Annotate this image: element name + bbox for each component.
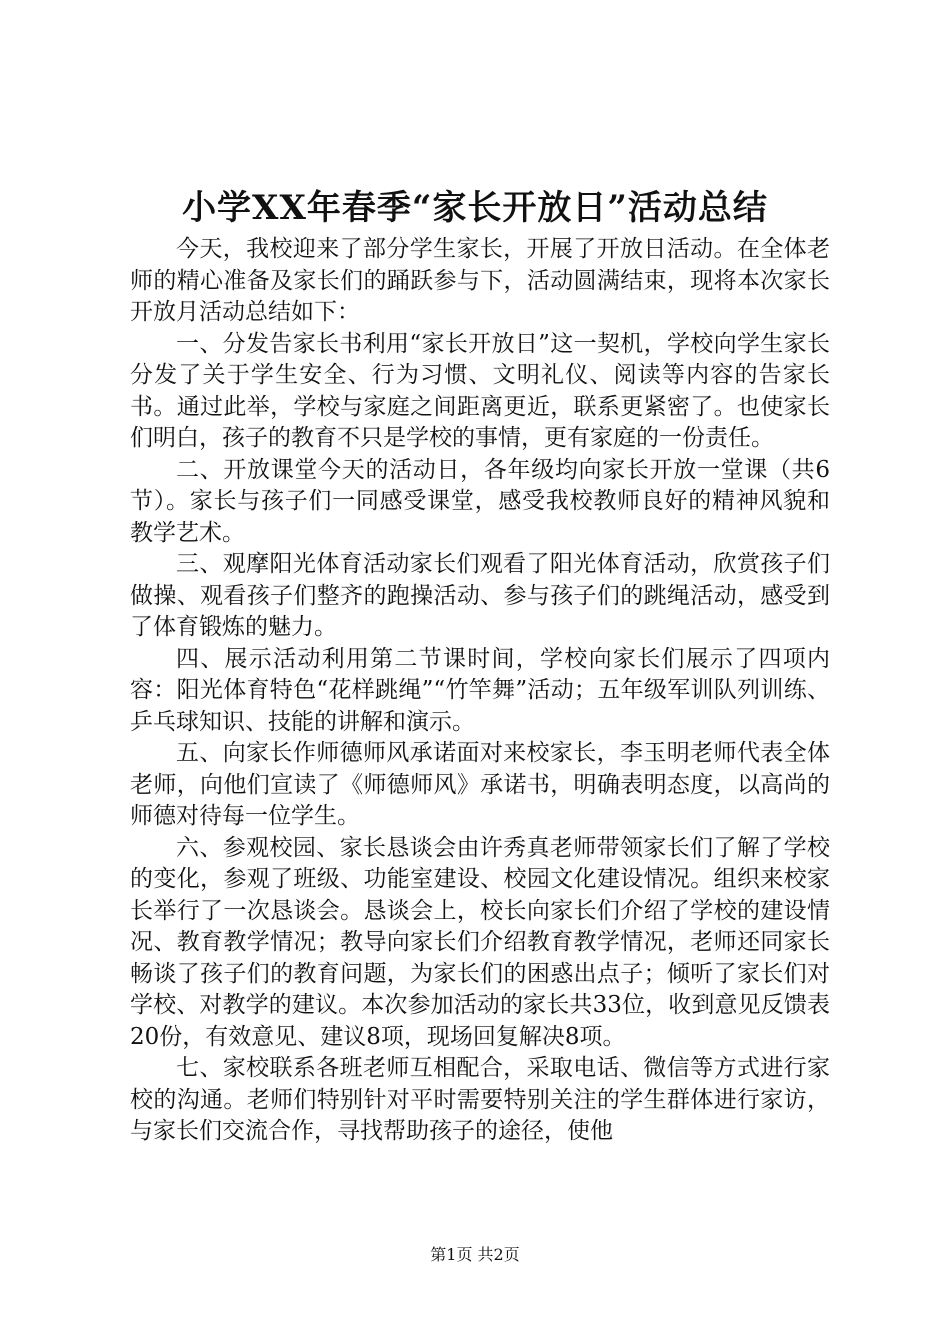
paragraph-section-3: 三、观摩阳光体育活动家长们观看了阳光体育活动，欣赏孩子们做操、观看孩子们整齐的跑操活动、参与孩子们的跳绳活动，感受到了体育锻炼的魅力。 <box>130 551 830 640</box>
document-title: 小学XX年春季“家长开放日”活动总结 <box>182 188 768 228</box>
paragraph-section-5: 五、向家长作师德师风承诺面对来校家长，李玉明老师代表全体老师，向他们宣读了《师德师风》承诺书，明确表明态度，以高尚的师德对待每一位学生。 <box>130 740 830 829</box>
page-number-footer: 第1页 共2页 <box>430 1245 520 1264</box>
paragraph-section-2: 二、开放课堂今天的活动日，各年级均向家长开放一堂课（共6节）。家长与孩子们一同感受课堂，感受我校教师良好的精神风貌和教学艺术。 <box>130 456 830 546</box>
paragraph-section-6: 六、参观校园、家长恳谈会由许秀真老师带领家长们了解了学校的变化，参观了班级、功能室建设、校园文化建设情况。组织来校家长举行了一次恳谈会。恳谈会上，校长向家长们介绍了学校的建设情况、教育教学情况；教导向家长们介绍教育教学情况，老师还同家长畅谈了孩子们的教育问题，为家长们的困惑出点子；倾听了家长们对学校、对教学的建议。本次参加活动的家长共33位，收到意见反馈表20份，有效意见、建议8项，现场回复解决8项。 <box>130 834 830 1050</box>
paragraph-intro: 今天，我校迎来了部分学生家长，开展了开放日活动。在全体老师的精心准备及家长们的踊跃参与下，活动圆满结束，现将本次家长开放月活动总结如下： <box>130 236 830 325</box>
paragraph-section-1: 一、分发告家长书利用“家长开放日”这一契机，学校向学生家长分发了关于学生安全、行为习惯、文明礼仪、阅读等内容的告家长书。通过此举，学校与家庭之间距离更近，联系更紧密了。也使家长们明白，孩子的教育不只是学校的事情，更有家庭的一份责任。 <box>130 330 830 451</box>
paragraph-section-4: 四、展示活动利用第二节课时间，学校向家长们展示了四项内容：阳光体育特色“花样跳绳”“竹竿舞”活动；五年级军训队列训练、乒乓球知识、技能的讲解和演示。 <box>130 645 830 735</box>
paragraph-section-7: 七、家校联系各班老师互相配合，采取电话、微信等方式进行家校的沟通。老师们特别针对平时需要特别关注的学生群体进行家访，与家长们交流合作，寻找帮助孩子的途径，使他 <box>130 1055 830 1144</box>
document-body <box>130 234 830 1148</box>
